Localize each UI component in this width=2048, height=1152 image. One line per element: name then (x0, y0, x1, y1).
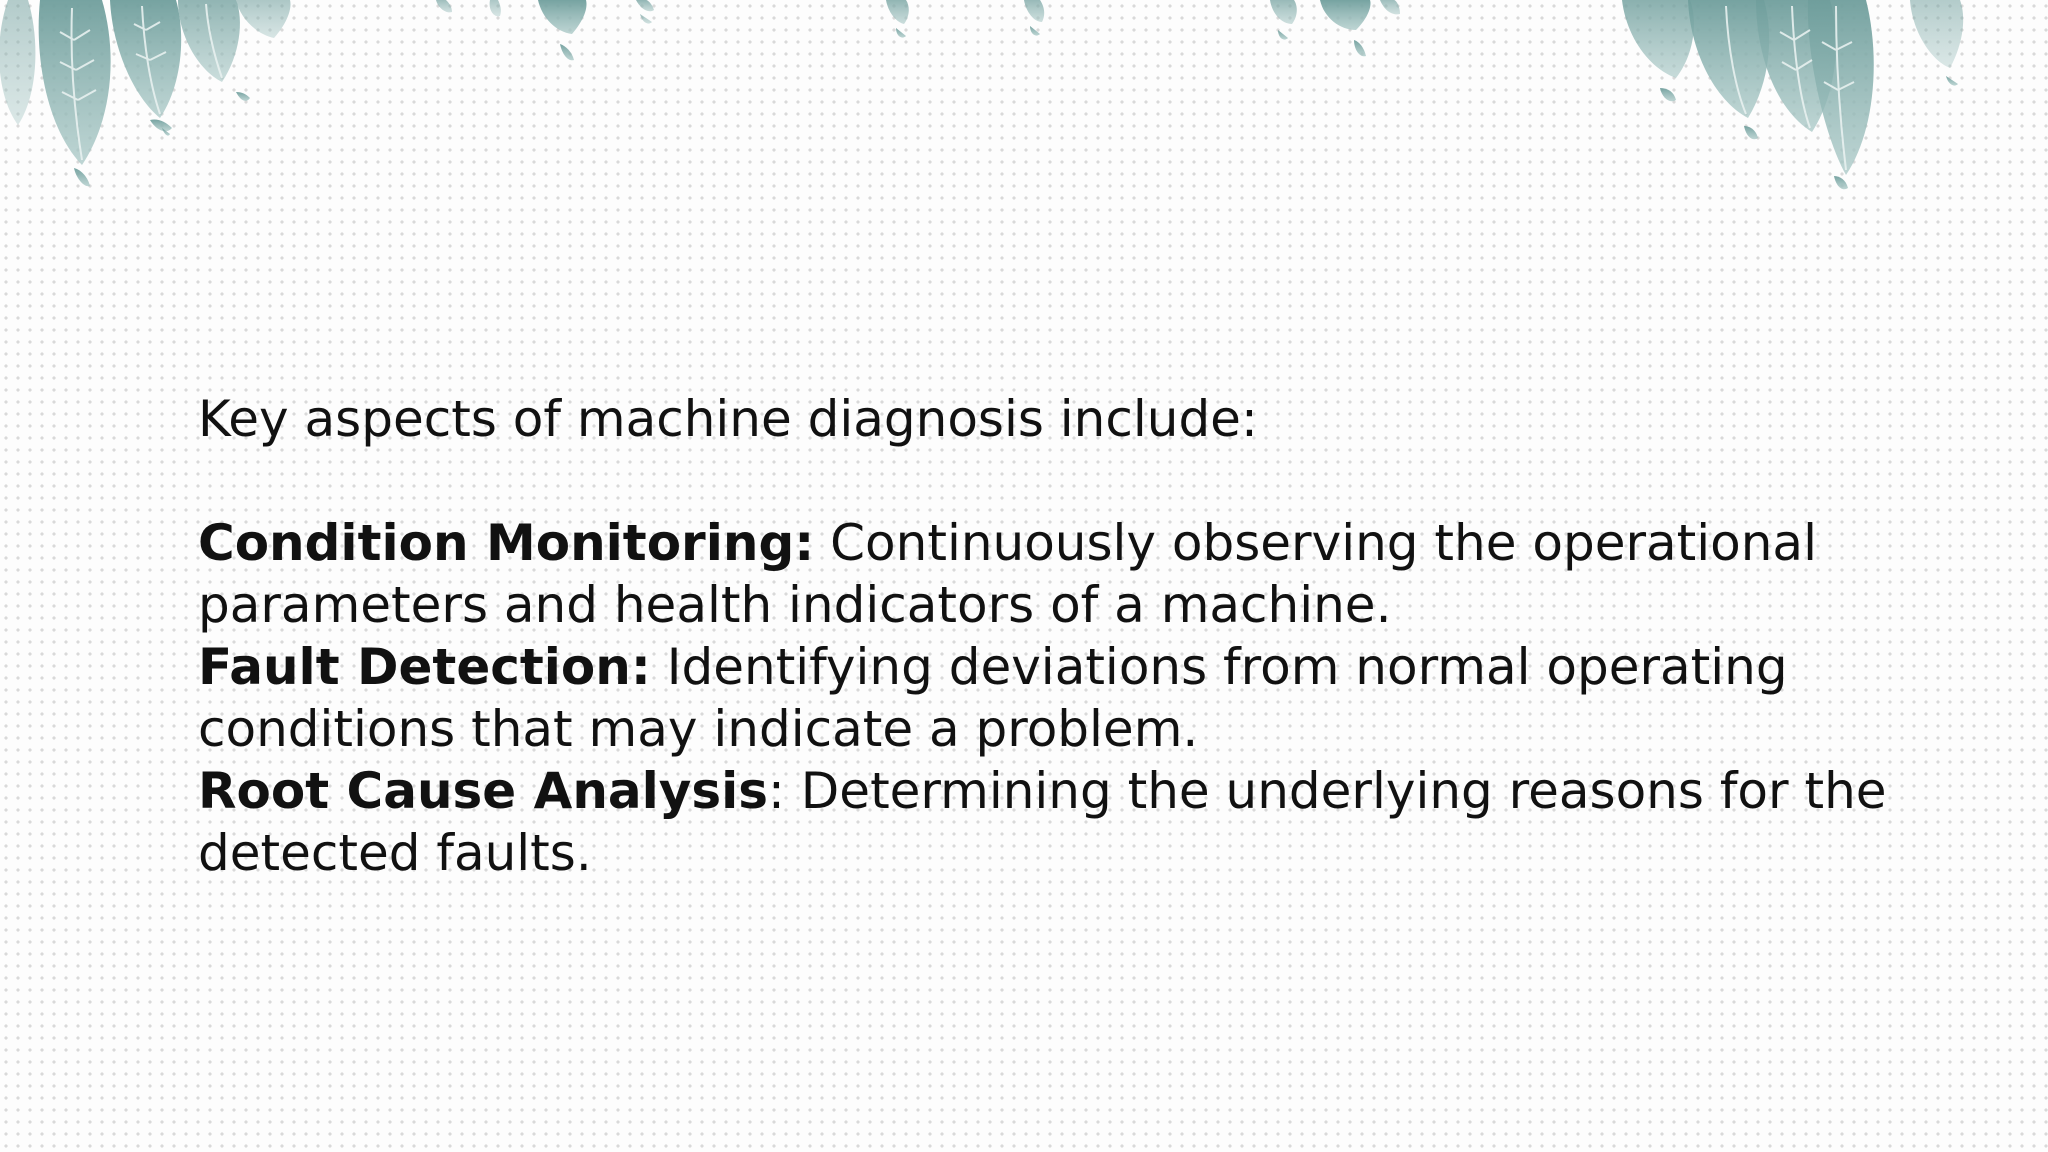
leaf-cluster-left-icon (0, 0, 290, 186)
intro-text: Key aspects of machine diagnosis include: (198, 390, 1258, 448)
item-description: Determining the underlying reasons for the detected faults. (198, 762, 1887, 882)
item-term-separator: : (768, 762, 785, 820)
item-term: Root Cause Analysis (198, 762, 769, 820)
item-description: Continuously observing the operational parameters and health indicators of a machine. (198, 514, 1817, 634)
leaf-cluster-center-icon (436, 0, 1044, 60)
list-item-root-cause-analysis (198, 760, 1898, 884)
item-term: Fault Detection: (198, 638, 651, 696)
leaf-garland-decoration (0, 0, 2048, 220)
list-item-fault-detection (198, 636, 1898, 760)
item-description: Identifying deviations from normal operating conditions that may indicate a problem. (198, 638, 1788, 758)
leaf-cluster-mid-right-icon (1270, 0, 1400, 56)
list-item-condition-monitoring (198, 512, 1898, 636)
slide-body (198, 388, 1898, 884)
item-term: Condition Monitoring: (198, 514, 815, 572)
